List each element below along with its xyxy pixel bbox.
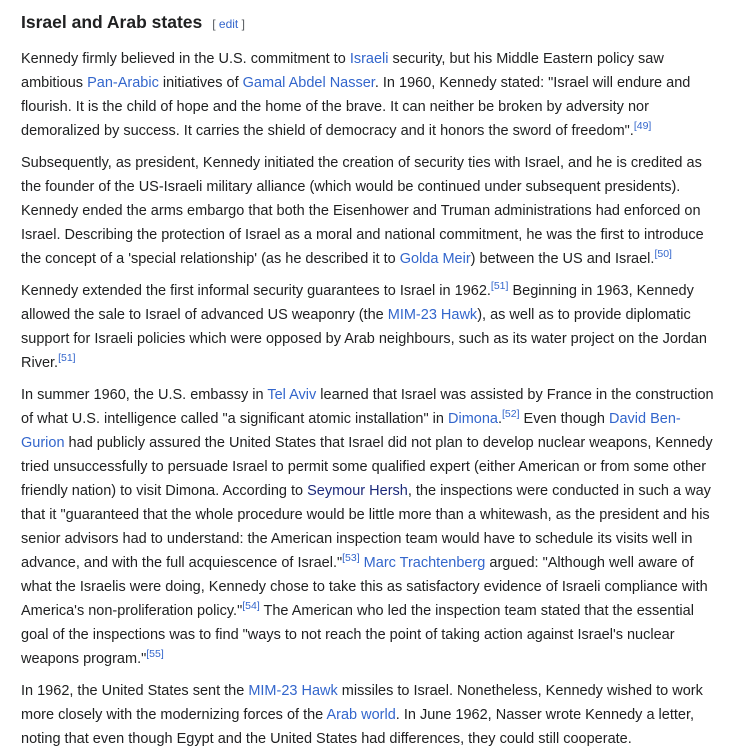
citation-link-55[interactable]: [55] (146, 648, 164, 661)
citation (342, 552, 360, 564)
citation (491, 280, 509, 292)
link-mim-23-hawk[interactable]: MIM-23 Hawk (387, 307, 478, 323)
citation-link-53[interactable]: [53] (342, 552, 360, 565)
link-david-ben-gurion[interactable]: David Ben-Gurion (21, 411, 681, 451)
link-israeli[interactable]: Israeli (349, 51, 389, 67)
link-mim-23-hawk-2[interactable]: MIM-23 Hawk (248, 683, 338, 699)
citation-link-50[interactable]: [50] (654, 248, 672, 261)
edit-section-link[interactable]: edit (218, 17, 239, 31)
citation-link-51-b[interactable]: [51] (58, 352, 76, 365)
edit-section-link-wrapper: [ edit ] (212, 17, 245, 31)
link-gamal-abdel-nasser[interactable]: Gamal Abdel Nasser (242, 75, 375, 91)
link-seymour-hersh[interactable]: Seymour Hersh (307, 483, 408, 499)
paragraph-4: In summer 1960, the U.S. embassy in Tel Aviv learned that Israel was assisted by France in the construction of what U.S. intelligence called "a significant atomic installation" in Dimona.[52] Even though David Ben-Gurion had publicly assured the United States that Israel did not plan to develop nuclear weapons, Kennedy tried unsuccessfully to persuade Israel to permit some qualified expert (either American or from some other friendly nation) to visit Dimona. According to Seymour Hersh, the inspections were conducted in such a way that it "guaranteed that the whole procedure would be little more than a whitewash, as the president and his senior advisors had to understand: the American inspection team would have to schedule its visits well in advance, and with the full acquiescence of Israel."[53] Marc Trachtenberg argued: "Although well aware of what the Israelis were doing, Kennedy chose to take this as satisfactory evidence of Israeli compliance with America's non-proliferation policy."[54] The American who led the inspection team stated that the essential goal of the inspections was to find "ways to not reach the point of taking action against Israel's nuclear weapons program."[55] (21, 387, 714, 667)
paragraph-5: In 1962, the United States sent the MIM-23 Hawk missiles to Israel. Nonetheless, Kennedy wished to work more closely with the modernizing forces of the Arab world. In June 1962, Nasser wrote Kennedy a letter, noting that even though Egypt and the United States had differences, they could still cooperate. (21, 683, 703, 747)
citation (634, 120, 652, 132)
citation-link-51[interactable]: [51] (490, 280, 509, 293)
link-pan-arabic[interactable]: Pan-Arabic (87, 75, 159, 91)
citation (654, 248, 672, 260)
link-dimona[interactable]: Dimona (448, 411, 498, 427)
paragraph-3: Kennedy extended the first informal security guarantees to Israel in 1962.[51] Beginning in 1963, Kennedy allowed the sale to Israel of advanced US weaponry (the MIM-23 Hawk), as well as to provide diplomatic support for Israeli policies which were opposed by Arab neighbours, such as its water project on the Jordan River.[51] (21, 280, 707, 371)
link-golda-meir[interactable]: Golda Meir (399, 251, 471, 267)
paragraph-1: Kennedy firmly believed in the U.S. commitment to Israeli security, but his Middle Eastern policy saw ambitious Pan-Arabic initiatives of Gamal Abdel Nasser. In 1960, Kennedy stated: "Israel will endure and flourish. It is the child of hope and the home of the brave. It can neither be broken by adversity nor demoralized by success. It carries the shield of democracy and it honors the sword of freedom".[49] (21, 51, 691, 139)
citation (242, 600, 260, 612)
citation (58, 352, 76, 364)
section-title: Israel and Arab states (21, 12, 203, 32)
link-marc-trachtenberg[interactable]: Marc Trachtenberg (363, 555, 486, 571)
citation-link-49[interactable]: [49] (633, 120, 652, 133)
citation-link-54[interactable]: [54] (242, 600, 260, 613)
citation (502, 408, 520, 420)
paragraph-2: Subsequently, as president, Kennedy initiated the creation of security ties with Israel, and he is credited as the founder of the US-Israeli military alliance (which would be continued under subsequent presidents). Kennedy ended the arms embargo that both the Eisenhower and Truman administrations had enforced on Israel. Describing the protection of Israel as a moral and national commitment, he was the first to introduce the concept of a 'special relationship' (as he described it to Golda Meir) between the US and Israel.[50] (21, 155, 704, 267)
link-tel-aviv[interactable]: Tel Aviv (267, 387, 317, 403)
citation (146, 648, 164, 660)
citation-link-52[interactable]: [52] (502, 408, 520, 421)
section-heading (21, 11, 721, 35)
article-section (21, 0, 721, 751)
link-arab-world[interactable]: Arab world (326, 707, 396, 723)
